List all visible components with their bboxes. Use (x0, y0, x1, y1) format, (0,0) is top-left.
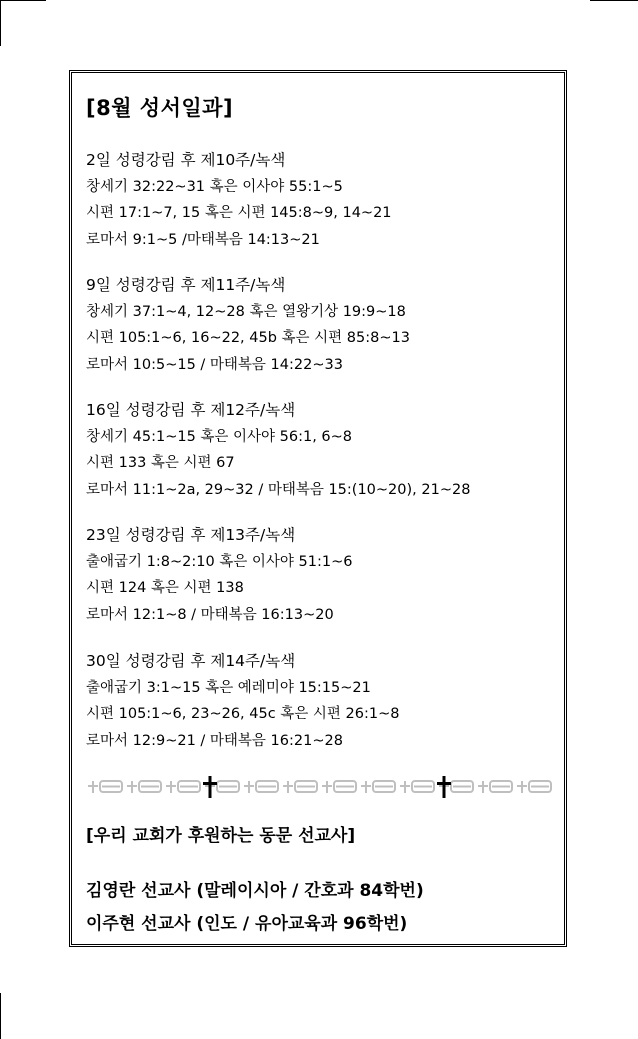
chain-link-bar (453, 786, 471, 788)
crop-mark-top-left-h (0, 0, 46, 1)
chain-small-cross (88, 785, 98, 787)
reading-line: 로마서 12:1~8 / 마태복음 16:13~20 (86, 606, 334, 623)
chain-small-cross (244, 785, 254, 787)
reading-line: 출애굽기 1:8~2:10 혹은 이사야 51:1~6 (86, 553, 353, 570)
week-block (86, 648, 400, 754)
missionary-section-title: [우리 교회가 후원하는 동문 선교사] (86, 826, 356, 846)
cross-icon (203, 782, 217, 785)
chain-link-bar (102, 786, 120, 788)
week-block (86, 397, 470, 503)
chain-cross-divider-icon (86, 776, 552, 798)
chain-small-cross (478, 785, 488, 787)
reading-line: 시편 124 혹은 시편 138 (86, 580, 244, 596)
chain-small-cross (127, 785, 137, 787)
cross-icon (437, 782, 451, 785)
reading-line: 로마서 10:5~15 / 마태복음 14:22~33 (86, 356, 343, 373)
week-heading: 30일 성령강림 후 제14주/녹색 (86, 652, 296, 670)
reading-line: 창세기 37:1~4, 12~28 혹은 열왕기상 19:9~18 (86, 303, 406, 320)
cross-icon (443, 776, 446, 798)
chain-link-bar (180, 786, 198, 788)
chain-link-bar (297, 786, 315, 788)
crop-mark-top-left (0, 0, 1, 46)
cross-icon (209, 776, 212, 798)
chain-small-cross (517, 785, 527, 787)
reading-line: 시편 105:1~6, 16~22, 45b 혹은 시편 85:8~13 (86, 330, 410, 346)
chain-small-cross (283, 785, 293, 787)
missionary-item: 김영란 선교사 (말레이시아 / 간호과 84학번) (86, 881, 424, 901)
chain-link-bar (258, 786, 276, 788)
week-heading: 2일 성령강림 후 제10주/녹색 (86, 151, 286, 169)
week-block (86, 522, 352, 628)
chain-link-bar (336, 786, 354, 788)
chain-links (88, 781, 551, 793)
reading-line: 시편 133 혹은 시편 67 (86, 455, 235, 471)
chain-link-bar (219, 786, 237, 788)
week-block (86, 272, 410, 378)
reading-line: 로마서 11:1~2a, 29~32 / 마태복음 15:(10~20), 21~28 (86, 481, 471, 498)
chain-small-cross (322, 785, 332, 787)
chain-small-cross (400, 785, 410, 787)
reading-line: 시편 105:1~6, 23~26, 45c 혹은 시편 26:1~8 (86, 706, 400, 722)
chain-small-cross (361, 785, 371, 787)
reading-line: 출애굽기 3:1~15 혹은 예레미야 15:15~21 (86, 679, 371, 696)
chain-link-bar (492, 786, 510, 788)
chain-link-bar (531, 786, 549, 788)
reading-line: 창세기 32:22~31 혹은 이사야 55:1~5 (86, 178, 343, 195)
reading-line: 시편 17:1~7, 15 혹은 시편 145:8~9, 14~21 (86, 205, 392, 221)
page-title: [8월 성서일과] (86, 96, 234, 120)
crop-mark-bottom-left (0, 993, 1, 1039)
week-heading: 9일 성령강림 후 제11주/녹색 (86, 276, 286, 294)
week-heading: 16일 성령강림 후 제12주/녹색 (86, 401, 296, 419)
week-heading: 23일 성령강림 후 제13주/녹색 (86, 526, 296, 544)
reading-line: 로마서 12:9~21 / 마태복음 16:21~28 (86, 732, 343, 749)
reading-line: 창세기 45:1~15 혹은 이사야 56:1, 6~8 (86, 428, 353, 445)
crop-mark-top-right (590, 0, 638, 1)
chain-small-cross (166, 785, 176, 787)
chain-link-bar (375, 786, 393, 788)
chain-link-bar (141, 786, 159, 788)
week-block (86, 147, 392, 253)
reading-line: 로마서 9:1~5 /마태복음 14:13~21 (86, 231, 320, 248)
missionary-item: 이주현 선교사 (인도 / 유아교육과 96학번) (86, 914, 408, 934)
chain-link-bar (414, 786, 432, 788)
